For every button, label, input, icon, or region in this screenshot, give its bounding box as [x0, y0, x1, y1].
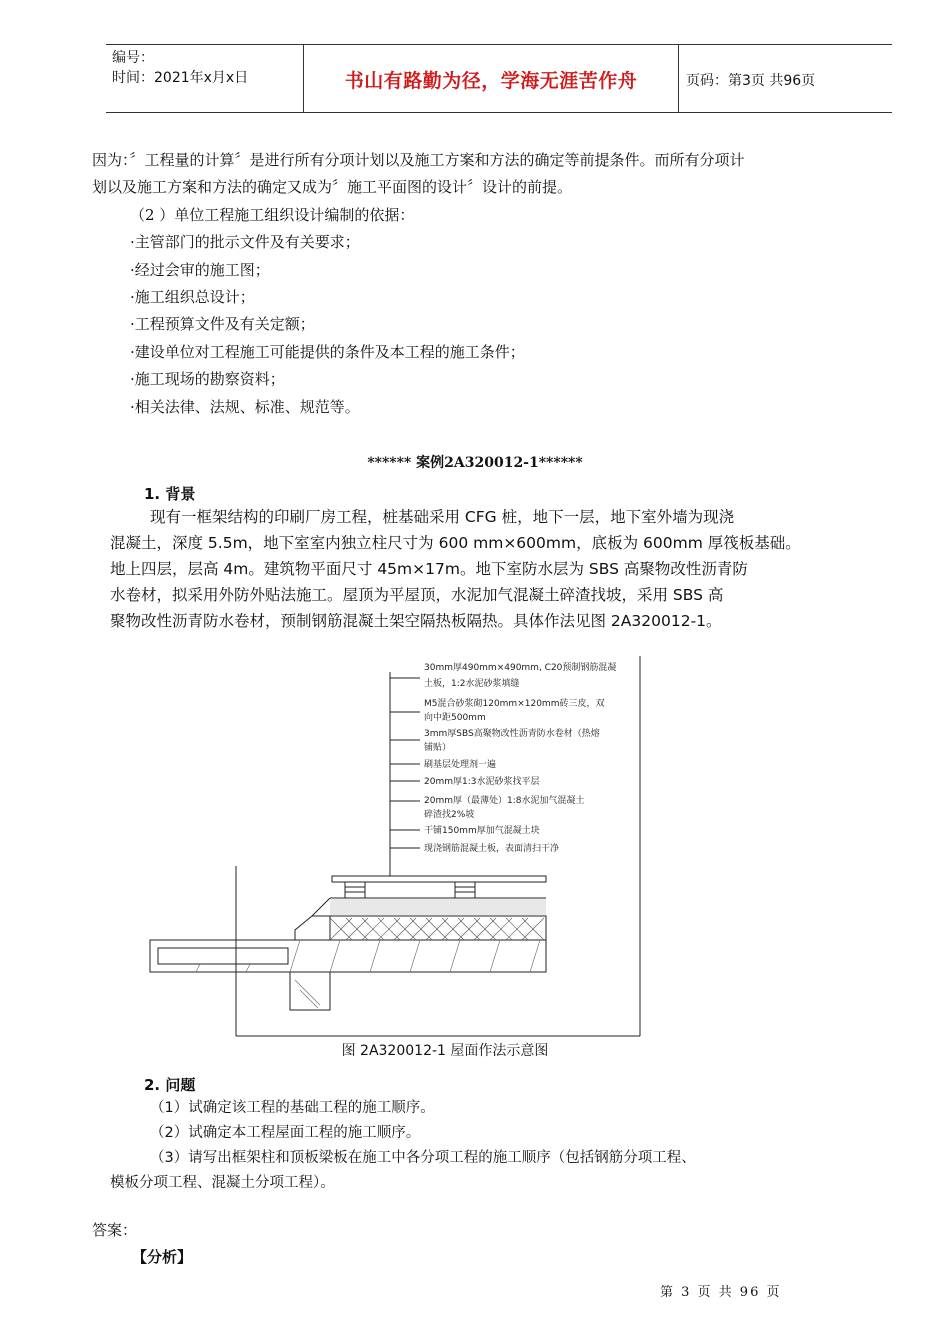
figure-label: 碎渣找2%坡 [424, 810, 475, 820]
background-line: 水卷材，拟采用外防外贴法施工。屋顶为平屋顶，水泥加气混凝土碎渣找坡，采用 SBS 高 [110, 586, 724, 604]
figure-label: 干铺150mm厚加气混凝土块 [424, 826, 540, 836]
bullet-item: ·建设单位对工程施工可能提供的条件及本工程的施工条件； [130, 343, 525, 361]
analysis-label: 【分析】 [132, 1248, 193, 1266]
background-line: 混凝土，深度 5.5m，地下室室内独立柱尺寸为 600 mm×600mm，底板为 600mm 厚筏板基础。 [110, 534, 801, 552]
figure-label: M5混合砂浆砌120mm×120mm砖三皮，双 [424, 699, 605, 709]
header-time: 时间：2021年x月x日 [112, 70, 249, 86]
page-footer: 第 3 页 共 96 页 [660, 1285, 782, 1300]
background-heading: 1. 背景 [144, 485, 196, 503]
case-title: ****** 案例2A320012-1****** [367, 455, 583, 471]
intro-line-1: 因为：〞工程量的计算〞是进行所有分项计划以及施工方案和方法的确定等前提条件。而所有分项计 [92, 151, 745, 169]
figure-label: 3mm厚SBS高聚物改性沥青防水卷材（热熔 [424, 729, 600, 739]
header-motto: 书山有路勤为径，学海无涯苦作舟 [344, 70, 638, 92]
question-item: （2）试确定本工程屋面工程的施工顺序。 [150, 1125, 421, 1141]
figure-label: 向中距500mm [424, 713, 486, 723]
figure-caption: 图 2A320012-1 屋面作法示意图 [341, 1043, 549, 1059]
header-page-info: 页码：第3页 共96页 [686, 73, 816, 89]
figure-label: 20mm厚（最薄处）1:8水泥加气混凝土 [424, 796, 585, 806]
figure-label: 铺贴） [424, 743, 452, 753]
basis-title: （2 ）单位工程施工组织设计编制的依据： [130, 206, 415, 224]
figure-label: 土板，1:2水泥砂浆填缝 [424, 679, 520, 689]
figure-label: 刷基层处理剂一遍 [424, 760, 497, 770]
background-line: 聚物改性沥青防水卷材，预制钢筋混凝土架空隔热板隔热。具体作法见图 2A320012-1。 [110, 612, 722, 630]
bullet-item: ·施工组织总设计； [130, 288, 255, 306]
question-item: （1）试确定该工程的基础工程的施工顺序。 [150, 1100, 435, 1116]
bullet-item: ·工程预算文件及有关定额； [130, 315, 315, 333]
background-line: 地上四层，层高 4m。建筑物平面尺寸 45m×17m。地下室防水层为 SBS 高聚物改性沥青防 [110, 560, 748, 578]
answer-label: 答案： [92, 1221, 138, 1239]
bullet-item: ·相关法律、法规、标准、规范等。 [130, 398, 360, 416]
figure-label: 30mm厚490mm×490mm, C20预制钢筋混凝 [424, 663, 617, 673]
background-line: 现有一框架结构的印刷厂房工程，桩基础采用 CFG 桩，地下一层，地下室外墙为现浇 [150, 508, 735, 526]
bullet-item: ·施工现场的勘察资料； [130, 370, 285, 388]
question-heading: 2. 问题 [144, 1076, 196, 1094]
bullet-item: ·经过会审的施工图； [130, 261, 270, 279]
header-number: 编号： [112, 50, 154, 66]
bullet-item: ·主管部门的批示文件及有关要求； [130, 233, 360, 251]
intro-line-2: 划以及施工方案和方法的确定又成为〞施工平面图的设计〞设计的前提。 [92, 178, 573, 196]
figure-label: 现浇钢筋混凝土板，表面清扫干净 [424, 844, 560, 854]
question-item: 模板分项工程、混凝土分项工程）。 [110, 1175, 335, 1191]
question-item: （3）请写出框架柱和顶板梁板在施工中各分项工程的施工顺序（包括钢筋分项工程、 [150, 1150, 696, 1166]
figure-label: 20mm厚1:3水泥砂浆找平层 [424, 777, 540, 787]
